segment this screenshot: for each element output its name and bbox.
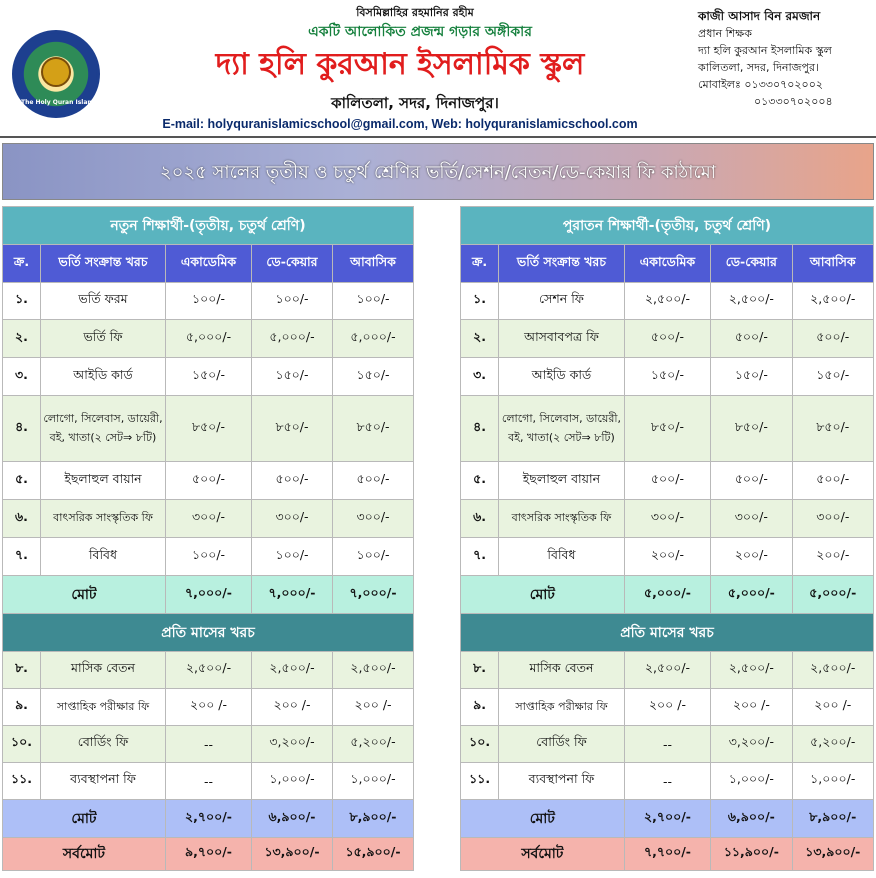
contact-line: E-mail: holyquranislamicschool@gmail.com, Web: holyquranislamicschool.com bbox=[162, 117, 638, 131]
row-residential: ১,০০০/- bbox=[792, 763, 873, 800]
row-academic: ১৫০/- bbox=[624, 358, 710, 396]
grand-total-label: সর্বমোট bbox=[461, 838, 625, 871]
total-label: মোট bbox=[3, 576, 166, 614]
row-daycare: ১৫০/- bbox=[252, 358, 333, 396]
row-academic: -- bbox=[166, 726, 252, 763]
total-residential: ৭,০০০/- bbox=[333, 576, 414, 614]
row-item: আসবাবপত্র ফি bbox=[499, 320, 625, 358]
table-row bbox=[461, 726, 874, 763]
principal-title: প্রধান শিক্ষক bbox=[698, 27, 752, 40]
row-item: লোগো, সিলেবাস, ডায়েরী, বই, খাতা(২ সেট⇒ ৮টি) bbox=[499, 396, 625, 462]
row-residential: ৫,০০০/- bbox=[333, 320, 414, 358]
col-residential: আবাসিক bbox=[333, 245, 414, 283]
row-item: ইছলাহুল বায়ান bbox=[41, 462, 166, 500]
row-daycare: ২,৫০০/- bbox=[252, 652, 333, 689]
row-residential: ২০০/- bbox=[792, 538, 873, 576]
monthly-total-row bbox=[461, 800, 874, 838]
monthly-total-daycare: ৬,৯০০/- bbox=[252, 800, 333, 838]
row-residential: ৫,২০০/- bbox=[333, 726, 414, 763]
row-sl: ৩. bbox=[461, 358, 499, 396]
row-academic: ৫০০/- bbox=[166, 462, 252, 500]
table-row bbox=[3, 652, 414, 689]
row-sl: ১১. bbox=[461, 763, 499, 800]
row-daycare: ৩,২০০/- bbox=[252, 726, 333, 763]
row-academic: ১৫০/- bbox=[166, 358, 252, 396]
row-residential: ১৫০/- bbox=[792, 358, 873, 396]
grand-total-residential: ১৫,৯০০/- bbox=[333, 838, 414, 871]
total-academic: ৫,০০০/- bbox=[624, 576, 710, 614]
row-residential: ৮৫০/- bbox=[333, 396, 414, 462]
row-daycare: ২০০ /- bbox=[711, 689, 792, 726]
row-item: ব্যবস্থাপনা ফি bbox=[499, 763, 625, 800]
row-item: সাপ্তাহিক পরীক্ষার ফি bbox=[41, 689, 166, 726]
col-sl: ক্র. bbox=[3, 245, 41, 283]
row-residential: ৩০০/- bbox=[333, 500, 414, 538]
col-daycare: ডে-কেয়ার bbox=[711, 245, 792, 283]
row-item: লোগো, সিলেবাস, ডায়েরী, বই, খাতা(২ সেট⇒ ৮টি) bbox=[41, 396, 166, 462]
row-item: বাৎসরিক সাংস্কৃতিক ফি bbox=[499, 500, 625, 538]
col-item: ভর্তি সংক্রান্ত খরচ bbox=[41, 245, 166, 283]
table-row bbox=[461, 689, 874, 726]
row-residential: ১০০/- bbox=[333, 283, 414, 320]
old-students-table bbox=[460, 206, 874, 871]
row-daycare: ২০০/- bbox=[711, 538, 792, 576]
table-row bbox=[3, 500, 414, 538]
row-academic: ১০০/- bbox=[166, 538, 252, 576]
row-sl: ৫. bbox=[461, 462, 499, 500]
row-item: বোর্ডিং ফি bbox=[41, 726, 166, 763]
row-sl: ৬. bbox=[461, 500, 499, 538]
row-academic: -- bbox=[624, 763, 710, 800]
row-sl: ৫. bbox=[3, 462, 41, 500]
row-residential: ১০০/- bbox=[333, 538, 414, 576]
row-academic: ৩০০/- bbox=[624, 500, 710, 538]
grand-total-row bbox=[3, 838, 414, 871]
row-academic: ২০০ /- bbox=[624, 689, 710, 726]
logo-text: The Holy Quran Islamic School bbox=[21, 99, 124, 106]
row-academic: ১০০/- bbox=[166, 283, 252, 320]
row-academic: ২,৫০০/- bbox=[624, 283, 710, 320]
row-sl: ৬. bbox=[3, 500, 41, 538]
row-item: সেশন ফি bbox=[499, 283, 625, 320]
row-item: আইডি কার্ড bbox=[499, 358, 625, 396]
row-item: বিবিধ bbox=[41, 538, 166, 576]
monthly-heading-row bbox=[461, 614, 874, 652]
row-daycare: ২,৫০০/- bbox=[711, 283, 792, 320]
school-header bbox=[0, 0, 876, 138]
table-row bbox=[461, 538, 874, 576]
grand-total-label: সর্বমোট bbox=[3, 838, 166, 871]
col-item: ভর্তি সংক্রান্ত খরচ bbox=[499, 245, 625, 283]
monthly-total-row bbox=[3, 800, 414, 838]
row-residential: ১,০০০/- bbox=[333, 763, 414, 800]
row-daycare: ১,০০০/- bbox=[711, 763, 792, 800]
row-item: মাসিক বেতন bbox=[499, 652, 625, 689]
row-residential: ৫০০/- bbox=[792, 320, 873, 358]
row-academic: ২,৫০০/- bbox=[166, 652, 252, 689]
row-sl: ৭. bbox=[3, 538, 41, 576]
row-academic: ৫০০/- bbox=[624, 462, 710, 500]
row-item: সাপ্তাহিক পরীক্ষার ফি bbox=[499, 689, 625, 726]
column-header-row bbox=[461, 245, 874, 283]
table-row bbox=[461, 358, 874, 396]
tagline: একটি আলোকিত প্রজন্ম গড়ার অঙ্গীকার bbox=[308, 24, 532, 40]
total-daycare: ৭,০০০/- bbox=[252, 576, 333, 614]
table-row bbox=[461, 283, 874, 320]
grand-total-daycare: ১৩,৯০০/- bbox=[252, 838, 333, 871]
monthly-heading: প্রতি মাসের খরচ bbox=[461, 614, 874, 652]
total-residential: ৫,০০০/- bbox=[792, 576, 873, 614]
row-daycare: ৫০০/- bbox=[711, 462, 792, 500]
total-label: মোট bbox=[461, 576, 625, 614]
table-row bbox=[3, 538, 414, 576]
row-academic: ৮৫০/- bbox=[166, 396, 252, 462]
row-sl: ২. bbox=[3, 320, 41, 358]
page-title: ২০২৫ সালের তৃতীয় ও চতুর্থ শ্রেণির ভর্তি/সেশন/বেতন/ডে-কেয়ার ফি কাঠামো bbox=[2, 143, 874, 200]
section-heading-row bbox=[3, 207, 414, 245]
row-item: ভর্তি ফরম bbox=[41, 283, 166, 320]
row-sl: ৭. bbox=[461, 538, 499, 576]
principal-mobile: মোবাইলঃ ০১৩৩০৭০২০০২ bbox=[698, 78, 824, 91]
row-daycare: ১০০/- bbox=[252, 538, 333, 576]
row-daycare: ১,০০০/- bbox=[252, 763, 333, 800]
monthly-total-daycare: ৬,৯০০/- bbox=[711, 800, 792, 838]
principal-mobile-2: ০১৩৩০৭০২০০৪ bbox=[754, 95, 833, 108]
row-sl: ৯. bbox=[461, 689, 499, 726]
row-item: বিবিধ bbox=[499, 538, 625, 576]
section-heading: নতুন শিক্ষার্থী-(তৃতীয়, চতুর্থ শ্রেণি) bbox=[3, 207, 414, 245]
monthly-total-label: মোট bbox=[461, 800, 625, 838]
total-academic: ৭,০০০/- bbox=[166, 576, 252, 614]
grand-total-residential: ১৩,৯০০/- bbox=[792, 838, 873, 871]
row-sl: ২. bbox=[461, 320, 499, 358]
row-sl: ৪. bbox=[461, 396, 499, 462]
row-residential: ৮৫০/- bbox=[792, 396, 873, 462]
row-sl: ১০. bbox=[3, 726, 41, 763]
table-row bbox=[3, 320, 414, 358]
school-logo bbox=[12, 30, 124, 118]
row-academic: ৩০০/- bbox=[166, 500, 252, 538]
section-heading: পুরাতন শিক্ষার্থী-(তৃতীয়, চতুর্থ শ্রেণি) bbox=[461, 207, 874, 245]
row-residential: ২,৫০০/- bbox=[792, 283, 873, 320]
total-row bbox=[3, 576, 414, 614]
school-name: দ্যা হলি কুরআন ইসলামিক স্কুল bbox=[215, 47, 585, 82]
row-academic: ৫০০/- bbox=[624, 320, 710, 358]
grand-total-daycare: ১১,৯০০/- bbox=[711, 838, 792, 871]
row-daycare: ৫,০০০/- bbox=[252, 320, 333, 358]
monthly-total-residential: ৮,৯০০/- bbox=[333, 800, 414, 838]
row-residential: ২০০ /- bbox=[333, 689, 414, 726]
grand-total-academic: ৯,৭০০/- bbox=[166, 838, 252, 871]
row-sl: ৪. bbox=[3, 396, 41, 462]
row-residential: ১৫০/- bbox=[333, 358, 414, 396]
table-row bbox=[461, 320, 874, 358]
row-academic: ২০০ /- bbox=[166, 689, 252, 726]
row-residential: ৫০০/- bbox=[333, 462, 414, 500]
row-daycare: ৮৫০/- bbox=[711, 396, 792, 462]
row-daycare: ৮৫০/- bbox=[252, 396, 333, 462]
total-daycare: ৫,০০০/- bbox=[711, 576, 792, 614]
row-sl: ৯. bbox=[3, 689, 41, 726]
row-item: ব্যবস্থাপনা ফি bbox=[41, 763, 166, 800]
row-residential: ৫০০/- bbox=[792, 462, 873, 500]
row-academic: ২০০/- bbox=[624, 538, 710, 576]
table-row bbox=[3, 726, 414, 763]
row-sl: ১১. bbox=[3, 763, 41, 800]
row-daycare: ৩,২০০/- bbox=[711, 726, 792, 763]
section-heading-row bbox=[461, 207, 874, 245]
row-academic: -- bbox=[624, 726, 710, 763]
table-row bbox=[3, 462, 414, 500]
principal-name: কাজী আসাদ বিন রমজান bbox=[698, 9, 821, 23]
principal-address: কালিতলা, সদর, দিনাজপুর। bbox=[698, 61, 819, 74]
row-academic: ২,৫০০/- bbox=[624, 652, 710, 689]
row-daycare: ৩০০/- bbox=[711, 500, 792, 538]
table-row bbox=[3, 689, 414, 726]
table-row bbox=[3, 283, 414, 320]
col-residential: আবাসিক bbox=[792, 245, 873, 283]
row-item: ইছলাহুল বায়ান bbox=[499, 462, 625, 500]
row-item: বোর্ডিং ফি bbox=[499, 726, 625, 763]
row-residential: ৫,২০০/- bbox=[792, 726, 873, 763]
row-sl: ১. bbox=[461, 283, 499, 320]
monthly-total-academic: ২,৭০০/- bbox=[166, 800, 252, 838]
row-academic: -- bbox=[166, 763, 252, 800]
grand-total-academic: ৭,৭০০/- bbox=[624, 838, 710, 871]
col-sl: ক্র. bbox=[461, 245, 499, 283]
new-students-table bbox=[2, 206, 414, 871]
monthly-total-residential: ৮,৯০০/- bbox=[792, 800, 873, 838]
row-sl: ৮. bbox=[3, 652, 41, 689]
table-row bbox=[3, 763, 414, 800]
row-item: মাসিক বেতন bbox=[41, 652, 166, 689]
row-daycare: ৫০০/- bbox=[711, 320, 792, 358]
monthly-total-academic: ২,৭০০/- bbox=[624, 800, 710, 838]
row-item: ভর্তি ফি bbox=[41, 320, 166, 358]
table-row bbox=[3, 358, 414, 396]
logo-emblem-icon bbox=[41, 57, 71, 87]
row-sl: ১০. bbox=[461, 726, 499, 763]
monthly-total-label: মোট bbox=[3, 800, 166, 838]
school-address: কালিতলা, সদর, দিনাজপুর। bbox=[331, 94, 499, 112]
col-academic: একাডেমিক bbox=[624, 245, 710, 283]
table-row bbox=[461, 652, 874, 689]
row-daycare: ২০০ /- bbox=[252, 689, 333, 726]
row-residential: ২০০ /- bbox=[792, 689, 873, 726]
row-item: বাৎসরিক সাংস্কৃতিক ফি bbox=[41, 500, 166, 538]
row-sl: ৮. bbox=[461, 652, 499, 689]
bismillah-text: বিসমিল্লাহির রহমানির রহীম bbox=[356, 6, 474, 19]
row-item: আইডি কার্ড bbox=[41, 358, 166, 396]
monthly-heading: প্রতি মাসের খরচ bbox=[3, 614, 414, 652]
row-academic: ৮৫০/- bbox=[624, 396, 710, 462]
table-row bbox=[461, 763, 874, 800]
row-academic: ৫,০০০/- bbox=[166, 320, 252, 358]
table-row bbox=[461, 500, 874, 538]
principal-school: দ্যা হলি কুরআন ইসলামিক স্কুল bbox=[698, 44, 832, 57]
row-daycare: ১৫০/- bbox=[711, 358, 792, 396]
row-residential: ২,৫০০/- bbox=[792, 652, 873, 689]
monthly-heading-row bbox=[3, 614, 414, 652]
table-row bbox=[461, 462, 874, 500]
column-header-row bbox=[3, 245, 414, 283]
row-daycare: ৫০০/- bbox=[252, 462, 333, 500]
row-sl: ১. bbox=[3, 283, 41, 320]
total-row bbox=[461, 576, 874, 614]
col-academic: একাডেমিক bbox=[166, 245, 252, 283]
table-row bbox=[461, 396, 874, 462]
row-residential: ২,৫০০/- bbox=[333, 652, 414, 689]
col-daycare: ডে-কেয়ার bbox=[252, 245, 333, 283]
row-residential: ৩০০/- bbox=[792, 500, 873, 538]
row-daycare: ৩০০/- bbox=[252, 500, 333, 538]
table-row bbox=[3, 396, 414, 462]
row-daycare: ১০০/- bbox=[252, 283, 333, 320]
row-daycare: ২,৫০০/- bbox=[711, 652, 792, 689]
grand-total-row bbox=[461, 838, 874, 871]
principal-info bbox=[698, 8, 873, 110]
row-sl: ৩. bbox=[3, 358, 41, 396]
